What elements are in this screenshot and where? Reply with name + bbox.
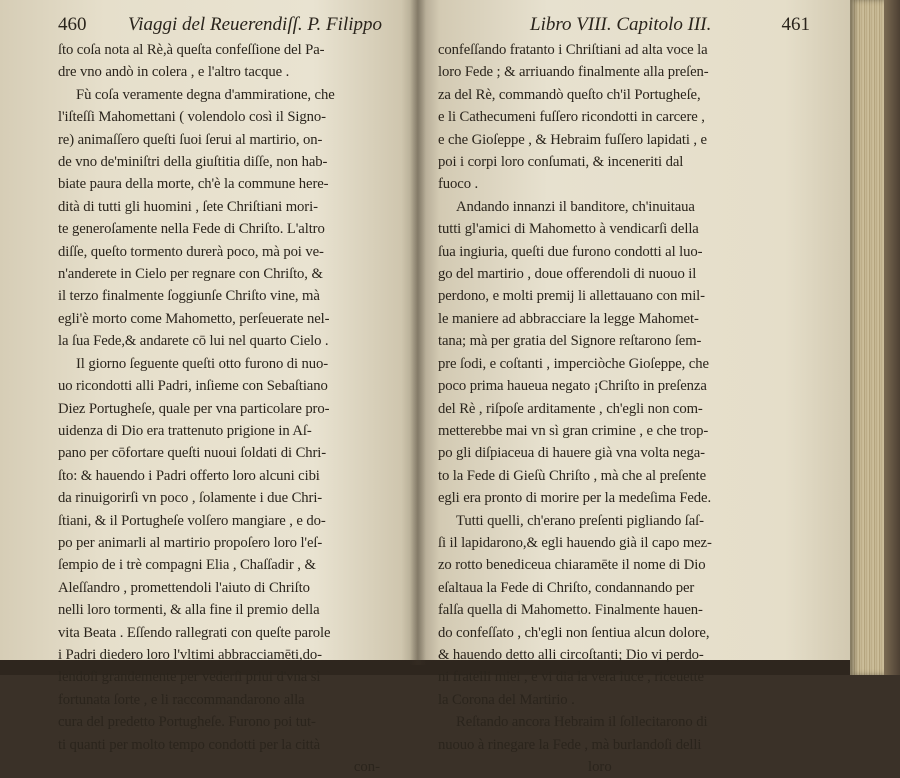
left-catchword: con- xyxy=(353,759,380,775)
text-line: fuoco . xyxy=(438,176,479,193)
text-line: go del martirio , doue offerendoli di nuouo il xyxy=(438,266,697,283)
text-line: tutti gl'amici di Mahometto à vendicarſi della xyxy=(438,221,699,238)
text-line: Aleſſandro , promettendoli l'aiuto di Chriſto xyxy=(58,579,310,596)
text-line: re) animaſſero queſti ſuoi ſerui al martirio, on- xyxy=(58,131,323,148)
text-line: fortunata ſorte , e li raccommandarono alla xyxy=(58,691,305,708)
text-line: ti quanti per molto tempo condotti per la città xyxy=(58,736,321,753)
text-line: ſempio de i trè compagni Elia , Chaſſadir , & xyxy=(58,557,316,574)
right-page xyxy=(418,0,850,775)
text-line: & hauendo detto alli circoſtanti; Dio vi perdo- xyxy=(438,646,704,663)
book-spine-shadow xyxy=(410,0,426,665)
text-line: Reſtando ancora Hebraim il ſollecitarono di xyxy=(456,714,708,731)
text-line: tana; mà per gratia del Signore reſtarono ſem- xyxy=(438,333,702,350)
text-line: n'anderete in Cielo per regnare con Chriſto, & xyxy=(58,266,323,283)
text-line: diſſe, queſto tormento durerà poco, mà poi ve- xyxy=(58,243,324,260)
text-line: dre vno andò in colera , e l'altro tacque . xyxy=(58,64,290,81)
text-line: pano per cōfortare queſti nuoui ſoldati di Chri- xyxy=(58,445,327,462)
text-line: ſto: & hauendo i Padri offerto loro alcuni cibi xyxy=(58,467,320,484)
right-head-title: Libro VIII. Capitolo III. xyxy=(530,14,712,35)
text-line: ni fratelli miei , e vi dia la vera luce , riceuette xyxy=(438,669,704,686)
text-line: cura del predetto Portugheſe. Furono poi tut- xyxy=(58,714,316,731)
text-line: po per animarli al martirio propoſero loro l'eſ- xyxy=(58,534,323,551)
text-line: la Corona del Martirio . xyxy=(438,691,575,708)
text-line: pre ſodi, e coſtanti , imperciòche Gioſeppe, che xyxy=(438,355,709,372)
text-line: uo ricondotti alli Padri, inſieme con Sebaſtiano xyxy=(58,378,328,395)
left-head-title: Viaggi del Reuerendiſſ. P. Filippo xyxy=(128,14,382,35)
text-line: Diez Portugheſe, quale per vna particolare pro- xyxy=(58,400,330,417)
text-line: biate paura della morte, ch'è la commune here- xyxy=(58,176,329,193)
text-line: l'iſteſſi Mahomettani ( volendolo così il Signo- xyxy=(58,109,326,126)
text-line: do confeſſato , ch'egli non ſentiua alcun dolore, xyxy=(438,624,710,641)
text-line: la ſua Fede,& andarete cō lui nel quarto Cielo . xyxy=(58,333,329,350)
left-page xyxy=(0,0,418,775)
right-running-head xyxy=(438,14,810,36)
left-running-head xyxy=(58,14,388,36)
text-line: i Padri diedero loro l'vltimi abbracciamēti,do- xyxy=(58,646,322,663)
right-page-number: 461 xyxy=(781,14,810,35)
left-page-text xyxy=(58,39,388,756)
text-line: egli'è morto come Mahometto, perſeuerate nel- xyxy=(58,310,330,327)
text-line: il terzo finalmente ſoggiunſe Chriſto vine, mà xyxy=(58,288,320,305)
text-line: eſaltaua la Fede di Chriſto, condannando per xyxy=(438,579,695,596)
text-line: zo rotto benediceua chiaramēte il nome di Dio xyxy=(438,557,706,574)
text-line: de vno de'miniſtri della giuſtitia diſſe, non hab- xyxy=(58,154,328,171)
text-line: perdono, e molti premij li allettauano con mil- xyxy=(438,288,705,305)
text-line: loro Fede ; & arriuando finalmente alla preſen- xyxy=(438,64,709,81)
text-line: egli era pronto di morire per la medeſima Fede. xyxy=(438,490,712,507)
text-line: e li Cathecumeni fuſſero ricondotti in carcere , xyxy=(438,109,705,126)
text-line: dità di tutti gli huomini , ſete Chriſtiani mori- xyxy=(58,198,318,215)
page-edges xyxy=(850,0,900,675)
text-line: nelli loro tormenti, & alla fine il premio della xyxy=(58,602,320,619)
text-line: e che Gioſeppe , & Hebraim fuſſero lapidati , e xyxy=(438,131,707,148)
text-line: poco prima haueua negato ¡Chriſto in preſenza xyxy=(438,378,707,395)
text-line: da rinuigorirſi vn poco , ſolamente i due Chri- xyxy=(58,490,323,507)
text-line: Il giorno ſeguente queſti otto furono di nuo- xyxy=(76,355,329,372)
text-line: po gli diſpiaceua di hauere già vna volta nega- xyxy=(438,445,705,462)
text-line: ſto coſa nota al Rè,à queſta confeſſione del Pa- xyxy=(58,42,325,58)
text-line: te generoſamente nella Fede di Chriſto. L'altro xyxy=(58,221,325,238)
text-line: uidenza di Dio era trattenuto prigione in Aſ- xyxy=(58,422,312,439)
text-line: nuouo à rinegare la Fede , mà burlandoſi delli xyxy=(438,736,702,753)
text-line: metterebbe mai vn sì gran crimine , e che trop- xyxy=(438,422,709,439)
book-cover-edge xyxy=(884,0,900,675)
text-line: del Rè , riſpoſe arditamente , ch'egli non com- xyxy=(438,400,703,417)
text-line: lendoſi grandemente per vederſi priui d'vna sì xyxy=(58,669,321,686)
text-line: ſi il lapidarono,& egli hauendo già il capo mez- xyxy=(438,534,712,551)
text-line: Fù coſa veramente degna d'ammiratione, che xyxy=(76,86,335,103)
right-final-line: loro xyxy=(588,759,612,775)
text-line: ſua ingiuria, queſti due furono condotti al luo- xyxy=(438,243,703,260)
text-line: ſtiani, & il Portugheſe volſero mangiare , e do- xyxy=(58,512,326,529)
text-line: falſa quella di Mahometto. Finalmente hauen- xyxy=(438,602,703,619)
text-line: Andando innanzi il banditore, ch'inuitaua xyxy=(456,198,695,215)
text-line: to la Fede di Gieſù Chriſto , mà che al preſente xyxy=(438,467,707,484)
text-line: vita Beata . Eſſendo rallegrati con queſte parole xyxy=(58,624,331,641)
text-line: za del Rè, commandò queſto ch'il Portugheſe, xyxy=(438,86,701,103)
text-line: poi i corpi loro conſumati, & inceneriti dal xyxy=(438,154,684,171)
text-line: confeſſando fratanto i Chriſtiani ad alta voce la xyxy=(438,42,708,58)
right-page-text xyxy=(438,39,810,756)
text-line: le maniere ad abbracciare la legge Mahomet- xyxy=(438,310,699,327)
text-line: Tutti quelli, ch'erano preſenti pigliando ſaſ- xyxy=(456,512,704,529)
left-page-number: 460 xyxy=(58,14,87,35)
